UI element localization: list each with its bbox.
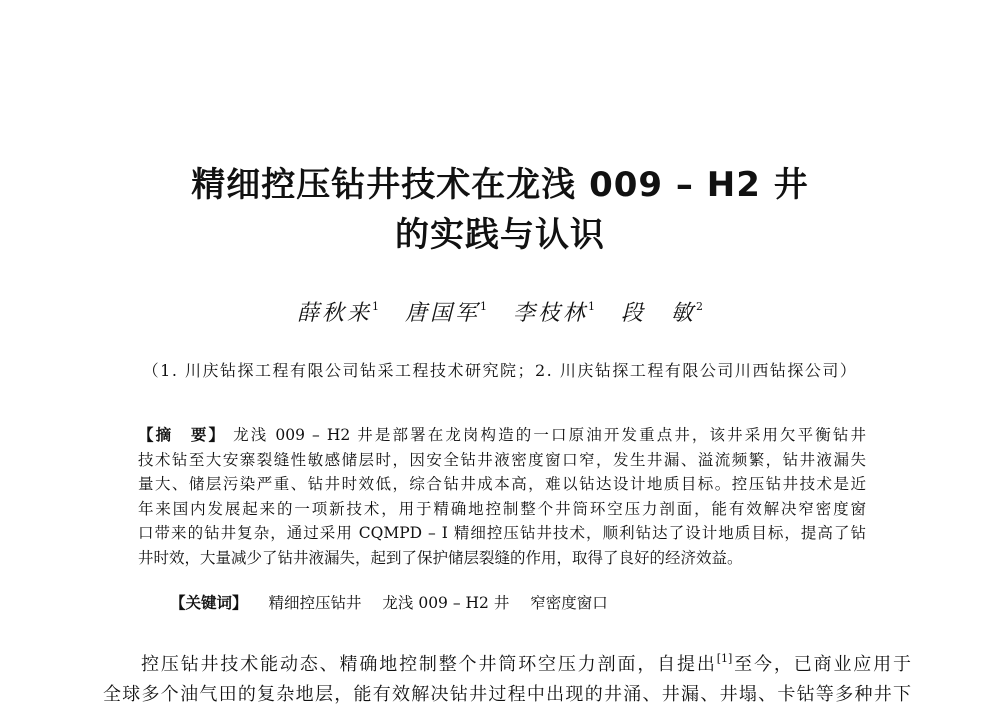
body-line: 全球多个油气田的复杂地层，能有效解决钻井过程中出现的井涌、井漏、井塌、卡钻等多种井下	[103, 684, 911, 705]
paper-title-line-2: 的实践与认识	[395, 215, 605, 255]
author: 段 敏$^2$	[621, 300, 704, 326]
body-paragraph	[103, 644, 911, 710]
abstract-line: 【摘 要】 龙浅 009 – H2 井是部署在龙岗构造的一口原油开发重点井，该井采用欠平衡钻井	[138, 426, 866, 444]
keyword: 窄密度窗口	[530, 594, 608, 612]
abstract-line: 年来国内发展起来的一项新技术，用于精确地控制整个井筒环空压力剖面，能有效解决窄密度窗	[138, 499, 866, 518]
abstract-label: 【摘 要】	[138, 426, 227, 444]
citation-ref: [1]	[716, 652, 733, 665]
abstract	[138, 423, 866, 570]
body-line: 控压钻井技术能动态、精确地控制整个井筒环空压力剖面，自提出[1]至今，已商业应用于	[141, 652, 912, 675]
keyword: 精细控压钻井	[268, 594, 362, 612]
author: 唐国军$^1$	[404, 300, 487, 326]
author-list	[0, 296, 1000, 327]
author: 李枝林$^1$	[513, 300, 596, 326]
abstract-line: 量大、储层污染严重、钻井时效低，综合钻井成本高，难以钻达设计地质目标。控压钻井技术是近	[138, 475, 866, 493]
keywords	[170, 591, 608, 615]
paper-title-line-1: 精细控压钻井技术在龙浅 009 – H2 井	[191, 165, 809, 205]
affiliations: （1. 川庆钻探工程有限公司钻采工程技术研究院；2. 川庆钻探工程有限公司川西钻探公司）	[142, 361, 858, 380]
keywords-label: 【关键词】	[170, 594, 248, 612]
author: 薛秋来$^1$	[296, 300, 379, 326]
abstract-line: 口带来的钻井复杂，通过采用 CQMPD – I 精细控压钻井技术，顺利钻达了设计地质目标，提高了钻	[138, 524, 866, 542]
abstract-line: 井时效，大量减少了钻井液漏失，起到了保护储层裂缝的作用，取得了良好的经济效益。	[138, 548, 743, 567]
abstract-line: 技术钻至大安寨裂缝性敏感储层时，因安全钻井液密度窗口窄，发生井漏、溢流频繁，钻井液漏失	[138, 450, 866, 469]
keyword: 龙浅 009 – H2 井	[382, 594, 510, 612]
